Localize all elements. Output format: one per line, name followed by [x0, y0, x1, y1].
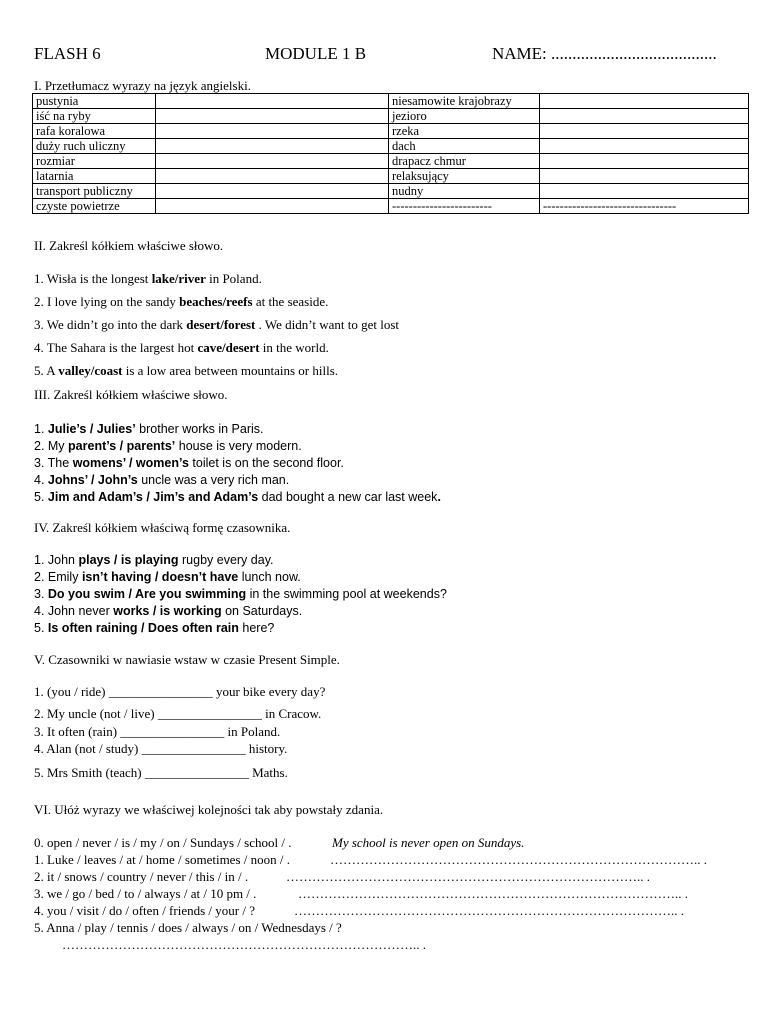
- item-text: at the seaside.: [252, 294, 329, 309]
- section3-item: [34, 490, 441, 504]
- section5-item[interactable]: 2. My uncle (not / live) ________________ in Cracow.: [34, 706, 322, 721]
- section2-item: [34, 271, 262, 287]
- vocabulary-table: [32, 93, 749, 214]
- section6-answer-line[interactable]: …………………………………………………………………………….. .: [294, 903, 684, 918]
- item-choice-options[interactable]: Is often raining / Does often rain: [47, 621, 239, 635]
- vocab-answer-cell[interactable]: [156, 109, 389, 124]
- section5-item[interactable]: 3. It often (rain) ________________ in Poland.: [34, 724, 281, 739]
- vocab-polish-word: czyste powietrze: [33, 199, 156, 214]
- item-text: toilet is on the second floor.: [188, 456, 344, 470]
- vocab-polish-word: relaksujący: [389, 169, 540, 184]
- vocab-polish-word: rzeka: [389, 124, 540, 139]
- item-choice-options[interactable]: beaches/reefs: [179, 294, 253, 309]
- vocab-row: [33, 109, 749, 124]
- vocab-answer-cell[interactable]: [156, 94, 389, 109]
- item-text: dad bought a new car last week: [258, 490, 438, 504]
- section6-answer-line[interactable]: …………………………………………………………………………….. .: [298, 886, 688, 901]
- item-choice-options[interactable]: cave/desert: [197, 340, 260, 355]
- item-text: lunch now.: [238, 570, 301, 584]
- vocab-polish-word: dach: [389, 139, 540, 154]
- item-text: is a low area between mountains or hills.: [122, 363, 339, 378]
- vocab-answer-cell[interactable]: [540, 124, 749, 139]
- item-text: 2. My: [34, 439, 69, 453]
- vocab-row: [33, 94, 749, 109]
- section6-answer-line[interactable]: ………………………………………………………………………….. .: [330, 852, 707, 867]
- vocab-answer-cell[interactable]: [156, 169, 389, 184]
- section6-last-answer-line[interactable]: ……………………………………………………………………….. .: [62, 937, 426, 952]
- header-flash: FLASH 6: [34, 44, 101, 63]
- vocab-polish-word: rafa koralowa: [33, 124, 156, 139]
- vocab-answer-cell[interactable]: --------------------------------: [540, 199, 749, 214]
- vocab-polish-word: pustynia: [33, 94, 156, 109]
- section1-title: I. Przetłumacz wyrazy na język angielski.: [34, 78, 251, 93]
- vocab-polish-word: jezioro: [389, 109, 540, 124]
- item-text: 3.: [34, 587, 48, 601]
- item-text: 4.: [34, 473, 48, 487]
- vocab-answer-cell[interactable]: [540, 109, 749, 124]
- section3-item: [34, 456, 344, 470]
- item-text: house is very modern.: [175, 439, 302, 453]
- item-text: 5.: [34, 621, 48, 635]
- item-choice-options[interactable]: womens’ / women’s: [72, 456, 189, 470]
- section4-item: [34, 553, 273, 567]
- vocab-polish-word: latarnia: [33, 169, 156, 184]
- section6-example-prompt: 0. open / never / is / my / on / Sundays / school / .: [34, 835, 292, 850]
- vocab-answer-cell[interactable]: [540, 154, 749, 169]
- section4-title: IV. Zakreśl kółkiem właściwą formę czasownika.: [34, 520, 291, 535]
- section6-prompt: 3. we / go / bed / to / always / at / 10 pm / .: [34, 886, 257, 901]
- vocab-answer-cell[interactable]: [156, 199, 389, 214]
- vocab-answer-cell[interactable]: [156, 139, 389, 154]
- section5-item[interactable]: 4. Alan (not / study) ________________ history.: [34, 741, 288, 756]
- header-module: MODULE 1 B: [265, 44, 367, 63]
- item-choice-options[interactable]: parent’s / parents’: [68, 439, 176, 453]
- vocab-row: [33, 184, 749, 199]
- section4-item: [34, 604, 302, 618]
- vocab-row: [33, 169, 749, 184]
- vocab-row: [33, 154, 749, 169]
- item-text: in Poland.: [205, 271, 262, 286]
- section6-title: VI. Ułóż wyrazy we właściwej kolejności tak aby powstały zdania.: [34, 802, 384, 817]
- section3-item: [34, 473, 289, 487]
- section2-title: II. Zakreśl kółkiem właściwe słowo.: [34, 238, 224, 253]
- section6-prompt: 5. Anna / play / tennis / does / always / on / Wednesdays / ?: [34, 920, 342, 935]
- vocab-answer-cell[interactable]: [540, 169, 749, 184]
- item-choice-options[interactable]: works / is working: [113, 604, 222, 618]
- item-text: uncle was a very rich man.: [137, 473, 290, 487]
- section5-item[interactable]: 1. (you / ride) ________________ your bike every day?: [34, 684, 326, 699]
- vocab-polish-word: niesamowite krajobrazy: [389, 94, 540, 109]
- item-choice-options[interactable]: lake/river: [151, 271, 206, 286]
- vocab-answer-cell[interactable]: [540, 139, 749, 154]
- section2-item: [34, 294, 328, 310]
- item-choice-options[interactable]: Julie’s / Julies’: [47, 422, 136, 436]
- item-text: on Saturdays.: [221, 604, 303, 618]
- vocab-answer-cell[interactable]: [156, 124, 389, 139]
- vocab-polish-word: rozmiar: [33, 154, 156, 169]
- vocab-polish-word: duży ruch uliczny: [33, 139, 156, 154]
- vocab-answer-cell[interactable]: [540, 94, 749, 109]
- vocab-answer-cell[interactable]: [156, 154, 389, 169]
- item-text: 3. The: [34, 456, 73, 470]
- section3-item: [34, 422, 264, 436]
- vocab-answer-cell[interactable]: [156, 184, 389, 199]
- item-text: in the swimming pool at weekends?: [246, 587, 447, 601]
- item-text: 4. John never: [34, 604, 114, 618]
- vocab-row: [33, 139, 749, 154]
- section4-item: [34, 621, 274, 635]
- section3-item: [34, 439, 302, 453]
- section6-prompt: 2. it / snows / country / never / this / in / .: [34, 869, 249, 884]
- item-text: rugby every day.: [178, 553, 274, 567]
- section6-example-answer: My school is never open on Sundays.: [332, 835, 525, 850]
- item-choice-options[interactable]: Jim and Adam’s / Jim’s and Adam’s: [47, 490, 259, 504]
- item-text: 4. The Sahara is the largest hot: [34, 340, 198, 355]
- section6-prompt: 4. you / visit / do / often / friends / your / ?: [34, 903, 255, 918]
- item-choice-options[interactable]: Do you swim / Are you swimming: [47, 587, 247, 601]
- item-text: here?: [238, 621, 275, 635]
- item-text: 2. I love lying on the sandy: [34, 294, 180, 309]
- section2-item: [34, 340, 329, 356]
- vocab-row: [33, 199, 749, 214]
- item-choice-options[interactable]: desert/forest: [186, 317, 256, 332]
- item-text: in the world.: [259, 340, 329, 355]
- vocab-answer-cell[interactable]: [540, 184, 749, 199]
- item-text: 1.: [34, 422, 48, 436]
- section6-prompt: 1. Luke / leaves / at / home / sometimes / noon / .: [34, 852, 290, 867]
- section5-title: V. Czasowniki w nawiasie wstaw w czasie Present Simple.: [34, 652, 340, 667]
- vocab-polish-word: nudny: [389, 184, 540, 199]
- item-text: .: [437, 490, 441, 504]
- vocab-polish-word: drapacz chmur: [389, 154, 540, 169]
- vocab-polish-word: ------------------------: [389, 199, 540, 214]
- item-text: 1. Wisła is the longest: [34, 271, 152, 286]
- item-choice-options[interactable]: isn’t having / doesn’t have: [81, 570, 239, 584]
- vocab-row: [33, 124, 749, 139]
- item-text: 5. A: [34, 363, 59, 378]
- vocab-polish-word: transport publiczny: [33, 184, 156, 199]
- vocab-polish-word: iść na ryby: [33, 109, 156, 124]
- item-text: brother works in Paris.: [135, 422, 264, 436]
- section4-item: [34, 570, 301, 584]
- section2-item: [34, 363, 338, 379]
- section6-answer-line[interactable]: ……………………………………………………………………….. .: [286, 869, 650, 884]
- item-text: 5.: [34, 490, 48, 504]
- item-choice-options[interactable]: plays / is playing: [78, 553, 179, 567]
- header-name-field[interactable]: NAME: .......................................: [492, 44, 717, 63]
- section2-item: [34, 317, 399, 333]
- section4-item: [34, 587, 447, 601]
- item-text: . We didn’t want to get lost: [255, 317, 399, 332]
- item-choice-options[interactable]: valley/coast: [58, 363, 123, 378]
- item-choice-options[interactable]: Johns’ / John’s: [47, 473, 138, 487]
- item-text: 2. Emily: [34, 570, 82, 584]
- item-text: 3. We didn’t go into the dark: [34, 317, 187, 332]
- section3-title: III. Zakreśl kółkiem właściwe słowo.: [34, 387, 228, 402]
- section5-item[interactable]: 5. Mrs Smith (teach) ________________ Maths.: [34, 765, 288, 780]
- item-text: 1. John: [34, 553, 79, 567]
